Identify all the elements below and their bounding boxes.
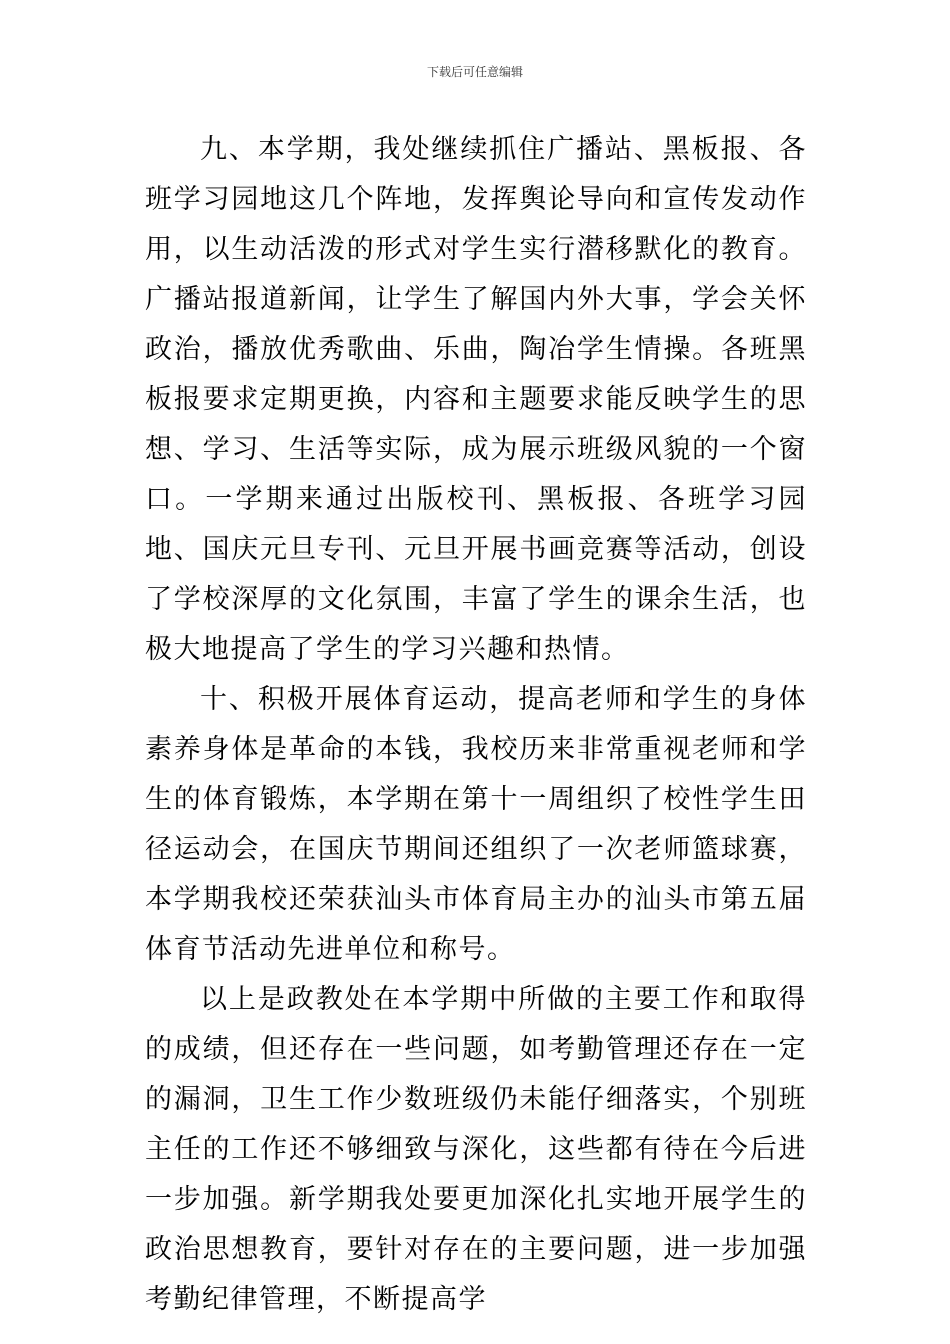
page-header: 下载后可任意编辑 [426, 65, 523, 79]
document-body [145, 125, 807, 1325]
paragraph-nine: 九、本学期，我处继续抓住广播站、黑板报、各班学习园地这几个阵地，发挥舆论导向和宣传发动作用，以生动活泼的形式对学生实行潜移默化的教育。广播站报道新闻，让学生了解国内外大事，学会关怀政治，播放优秀歌曲、乐曲，陶冶学生情操。各班黑板报要求定期更换，内容和主题要求能反映学生的思想、学习、生活等实际，成为展示班级风貌的一个窗口。一学期来通过出版校刊、黑板报、各班学习园地、国庆元旦专刊、元旦开展书画竞赛等活动，创设了学校深厚的文化氛围，丰富了学生的课余生活，也极大地提高了学生的学习兴趣和热情。 [145, 134, 807, 665]
paragraph-summary: 以上是政教处在本学期中所做的主要工作和取得的成绩，但还存在一些问题，如考勤管理还存在一定的漏洞，卫生工作少数班级仍未能仔细落实，个别班主任的工作还不够细致与深化，这些都有待在今后进一步加强。新学期我处要更加深化扎实地开展学生的政治思想教育，要针对存在的主要问题，进一步加强考勤纪律管理，不断提高学 [145, 984, 807, 1315]
paragraph-ten: 十、积极开展体育运动，提高老师和学生的身体素养身体是革命的本钱，我校历来非常重视老师和学生的体育锻炼，本学期在第十一周组织了校性学生田径运动会，在国庆节期间还组织了一次老师篮球赛，本学期我校还荣获汕头市体育局主办的汕头市第五届体育节活动先进单位和称号。 [145, 684, 807, 965]
